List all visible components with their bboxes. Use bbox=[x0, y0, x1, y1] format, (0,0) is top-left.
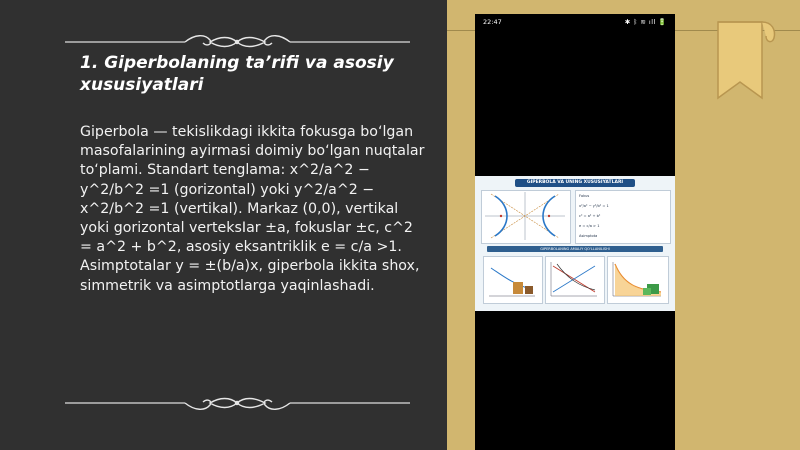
infographic-label: Asimptota bbox=[579, 234, 598, 238]
radar-chart-icon bbox=[483, 256, 541, 302]
bottom-ornament-icon bbox=[65, 395, 410, 411]
infographic-subtitle: GIPERBOLANING AMALIY QO'LLANILISHI bbox=[487, 246, 663, 252]
status-icons: ✱ ᛒ ≋ ıll 🔋 bbox=[624, 18, 667, 26]
top-ornament-icon bbox=[65, 34, 410, 50]
trajectory-graph-icon bbox=[545, 256, 603, 302]
hyperbola-infographic bbox=[475, 176, 675, 311]
infographic-label: Fokus bbox=[579, 194, 590, 198]
hyperbola-graph-icon bbox=[481, 190, 569, 242]
infographic-label: e = c/a > 1 bbox=[579, 224, 600, 228]
bookmark-icon bbox=[716, 16, 778, 104]
infographic-label: x²/a² − y²/b² = 1 bbox=[579, 204, 609, 208]
phone-screenshot bbox=[475, 14, 675, 450]
infographic-title: GIPERBOLA VA UNING XUSUSIYATLARI bbox=[515, 179, 635, 187]
economics-chart-icon bbox=[607, 256, 667, 302]
status-time: 22:47 bbox=[483, 18, 502, 26]
infographic-label: c² = a² + b² bbox=[579, 214, 601, 218]
slide-body-text: Giperbola — tekislikdagi ikkita fokusga bo‘lgan masofalarining ayirmasi doimiy bo‘lgan nuqtalar to‘plami. Standart tenglama: x^2/a^2 − y^2/b^2 =1 (gorizontal) yoki y^2/a^2 − x^2/b^2 =1 (vertikal). Markaz (0,0), vertikal yoki gorizontal verteksIar ±a, fokuslar ±c, c^2 = a^2 + b^2, asosiy eksantriklik e = c/a >1. Asimptotalar y = ±(b/a)x, giperbola ikkita shox, simmetrik va asimptotlarga yaqinlashadi. bbox=[80, 124, 425, 294]
status-bar bbox=[475, 14, 675, 30]
slide-title: 1. Giperbolaning ta’rifi va asosiy xususiyatlari bbox=[80, 53, 394, 95]
